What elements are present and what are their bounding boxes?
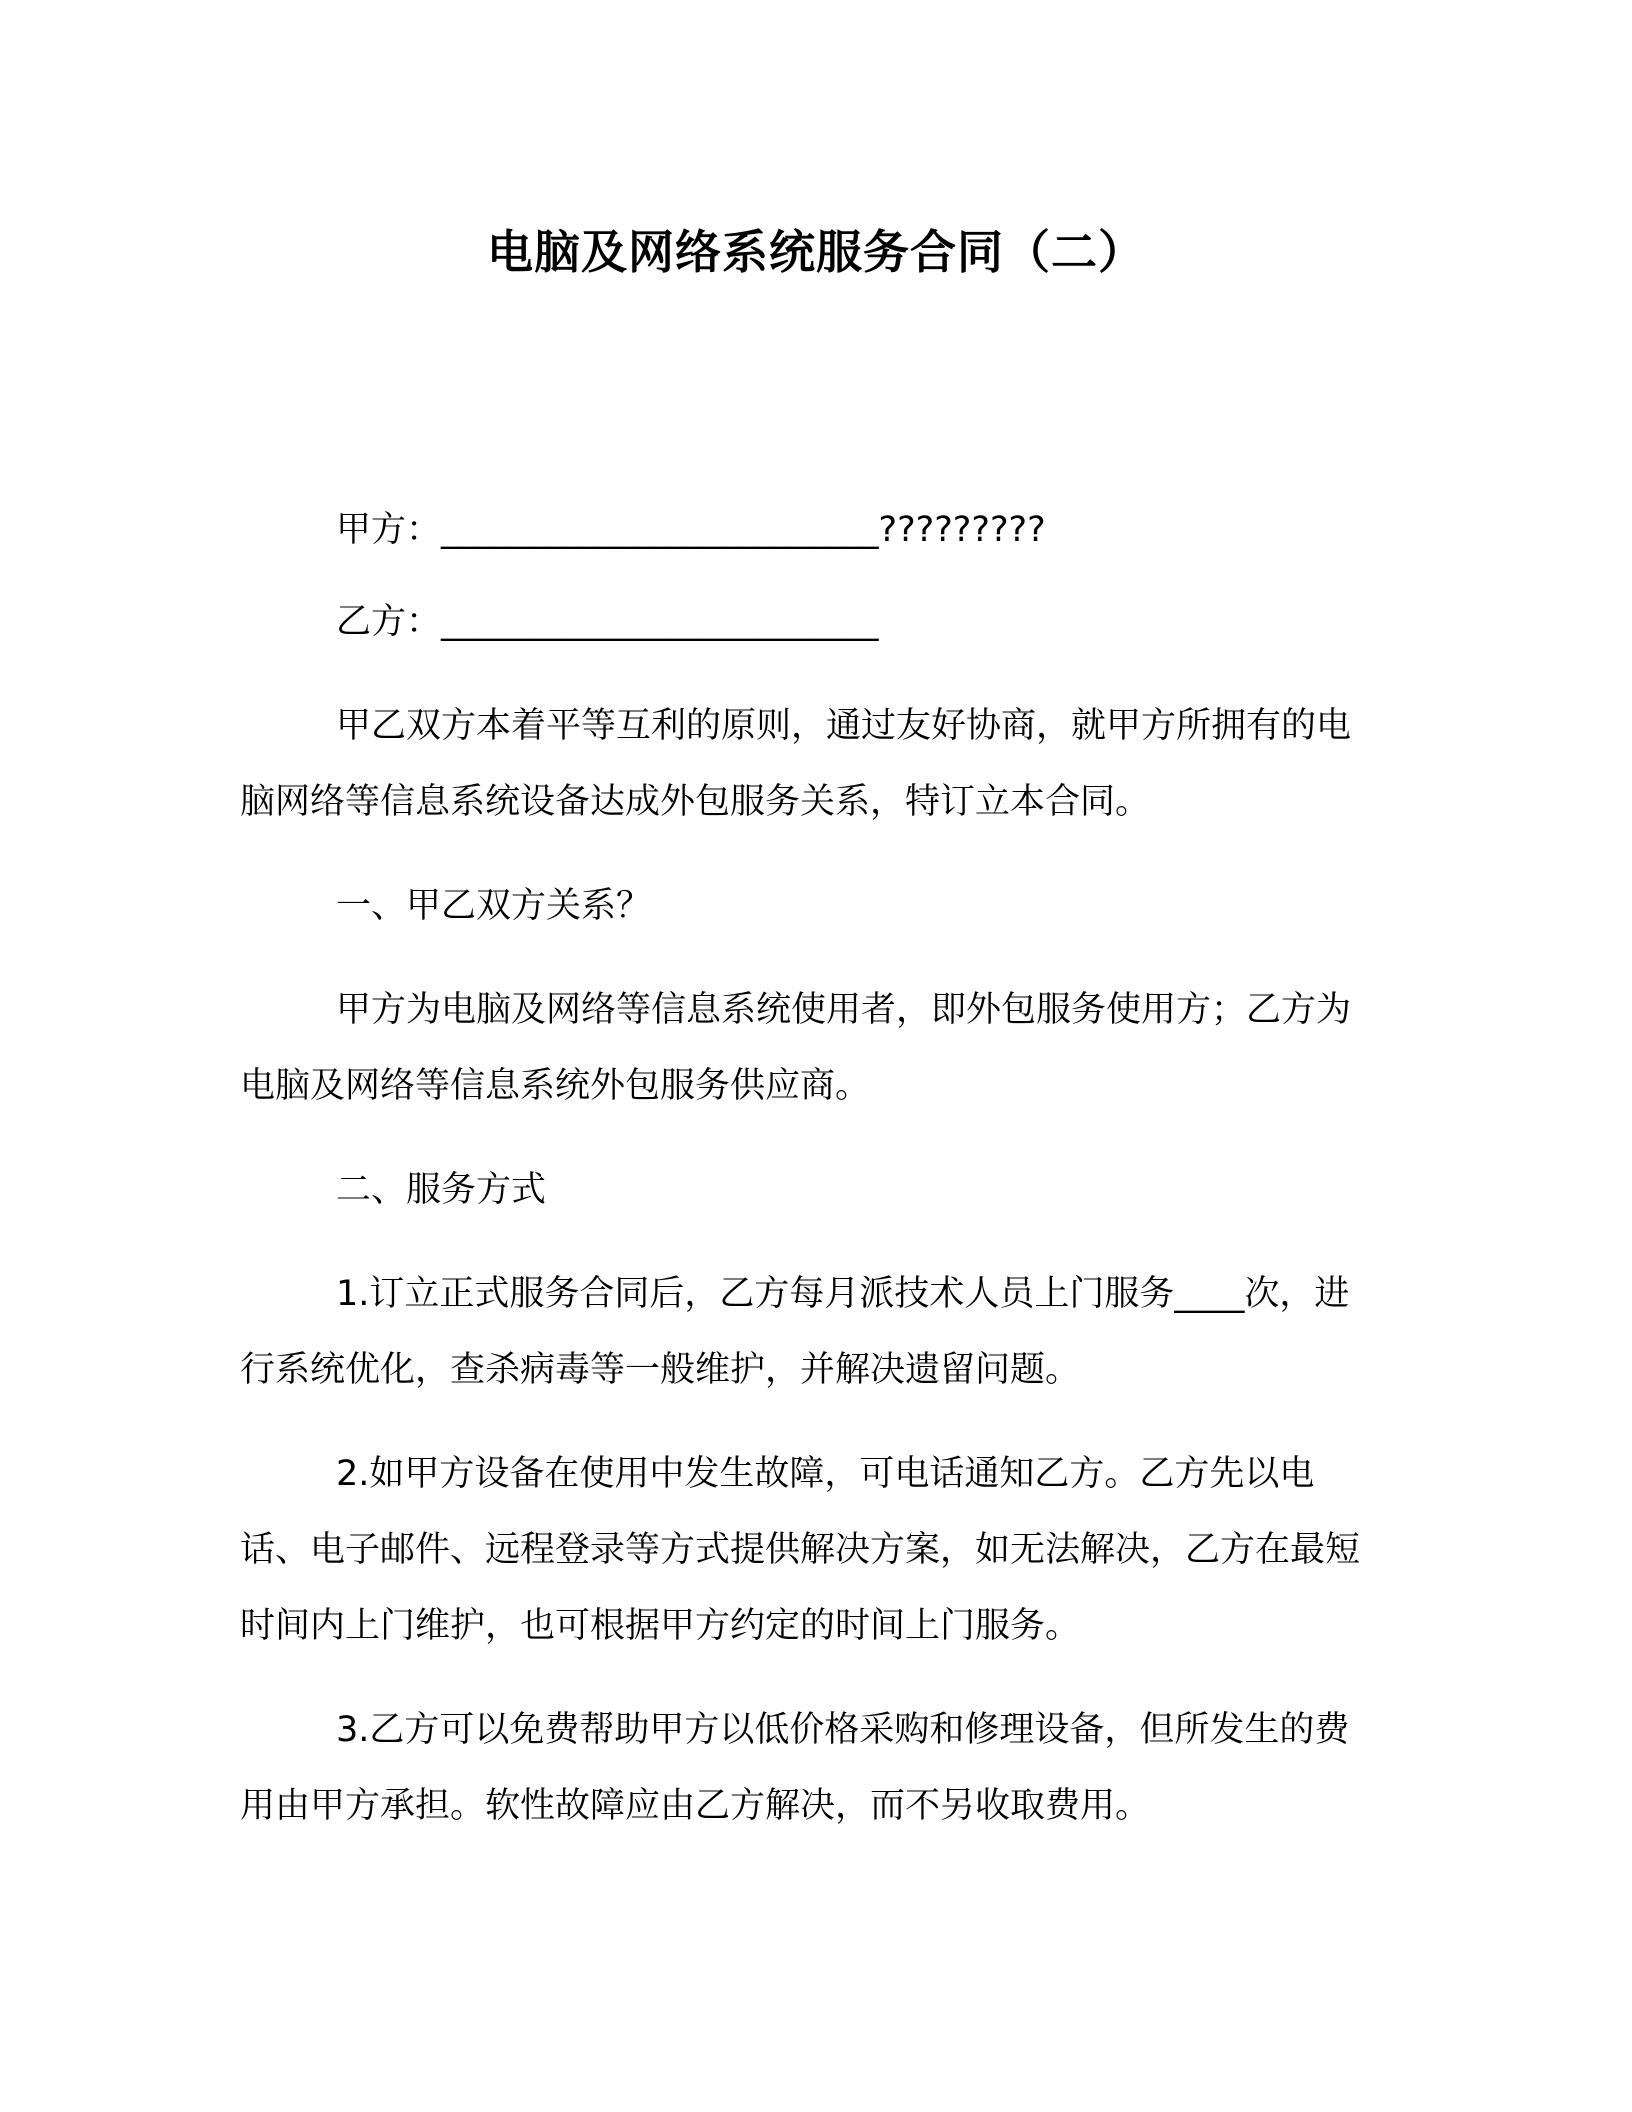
clause-item-1: 1.订立正式服务合同后，乙方每月派技术人员上门服务____次，进行系统优化，查杀病毒等一般维护，并解决遗留问题。: [240, 1274, 1350, 1390]
intro-paragraph: 甲乙双方本着平等互利的原则，通过友好协商，就甲方所拥有的电脑网络等信息系统设备达成外包服务关系，特订立本合同。: [240, 706, 1352, 822]
section1-body: 甲方为电脑及网络等信息系统使用者，即外包服务使用方；乙方为电脑及网络等信息系统外包服务供应商。: [240, 990, 1352, 1106]
section2-heading: 二、服务方式: [336, 1170, 547, 1210]
clause-item-2: 2.如甲方设备在使用中发生故障，可电话通知乙方。乙方先以电话、电子邮件、远程登录等方式提供解决方案，如无法解决，乙方在最短时间内上门维护，也可根据甲方约定的时间上门服务。: [240, 1454, 1361, 1646]
document-title: 电脑及网络系统服务合同（二）: [487, 225, 1145, 279]
section1-heading: 一、甲乙双方关系？: [336, 886, 652, 926]
party-b-line: 乙方：_________________________: [336, 602, 879, 642]
party-a-line: 甲方：_________________________?????????: [336, 510, 1046, 550]
clause-item-3: 3.乙方可以免费帮助甲方以低价格采购和修理设备，但所发生的费用由甲方承担。软性故障应由乙方解决，而不另收取费用。: [240, 1710, 1350, 1826]
